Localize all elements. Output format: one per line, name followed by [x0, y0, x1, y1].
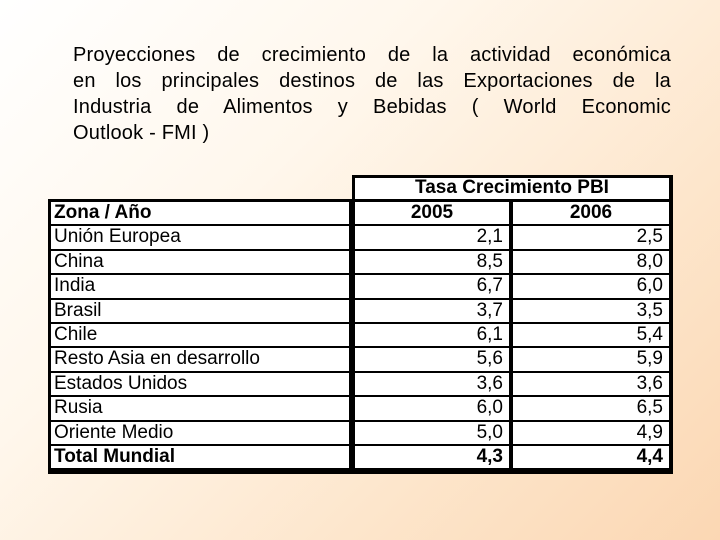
- table-cell-value: 6,0: [476, 397, 503, 419]
- table-cell-zone: Oriente Medio: [54, 421, 174, 443]
- table-cell-value: 6,0: [636, 275, 663, 297]
- table-cell-zone: Unión Europea: [54, 226, 181, 248]
- intro-line-3: Industria de Alimentos y Bebidas ( World Economic: [73, 96, 671, 118]
- column-header-2005: 2005: [410, 202, 454, 223]
- table-cell-value: 5,0: [476, 421, 503, 443]
- table-cell-value: 4,3: [476, 446, 503, 467]
- table-cell-zone: Brasil: [54, 299, 102, 321]
- table-cell-value: 8,0: [636, 250, 663, 272]
- column-header-2006: 2006: [569, 202, 613, 223]
- table-cell-value: 2,5: [636, 226, 663, 248]
- table-cell-value: 3,7: [476, 299, 503, 321]
- column-header-zone: Zona / Año: [54, 202, 152, 223]
- growth-table: [48, 175, 673, 474]
- table-cell-zone: India: [54, 275, 96, 297]
- intro-paragraph: [73, 42, 671, 146]
- table-cell-zone: Total Mundial: [54, 446, 176, 467]
- table-cell-value: 3,6: [476, 372, 503, 394]
- table-cell-value: 3,6: [636, 372, 663, 394]
- table-cell-zone: Estados Unidos: [54, 372, 188, 394]
- table-cell-value: 6,1: [476, 324, 503, 345]
- table-cell-zone: Rusia: [54, 397, 103, 419]
- table-cell-value: 8,5: [476, 250, 503, 272]
- table-cell-value: 5,6: [476, 348, 503, 370]
- intro-line-2: en los principales destinos de las Exportaciones de la: [73, 70, 671, 92]
- table-cell-value: 2,1: [476, 226, 503, 248]
- table-cell-value: 4,9: [636, 421, 663, 443]
- table-cell-bg: [51, 275, 349, 297]
- intro-line-4: Outlook - FMI ): [73, 122, 210, 144]
- table-cell-value: 3,5: [636, 299, 663, 321]
- intro-line-1: Proyecciones de crecimiento de la actividad económica: [73, 44, 671, 66]
- table-cell-zone: Resto Asia en desarrollo: [54, 348, 260, 370]
- table-cell-zone: China: [54, 250, 104, 272]
- table-cell-value: 4,4: [636, 446, 663, 467]
- table-cell-zone: Chile: [54, 324, 98, 345]
- table-cell-value: 6,7: [476, 275, 503, 297]
- table-cell-value: 5,4: [636, 324, 663, 345]
- group-header-label: Tasa Crecimiento PBI: [415, 177, 609, 198]
- table-cell-value: 5,9: [636, 348, 663, 370]
- table-cell-value: 6,5: [636, 397, 663, 419]
